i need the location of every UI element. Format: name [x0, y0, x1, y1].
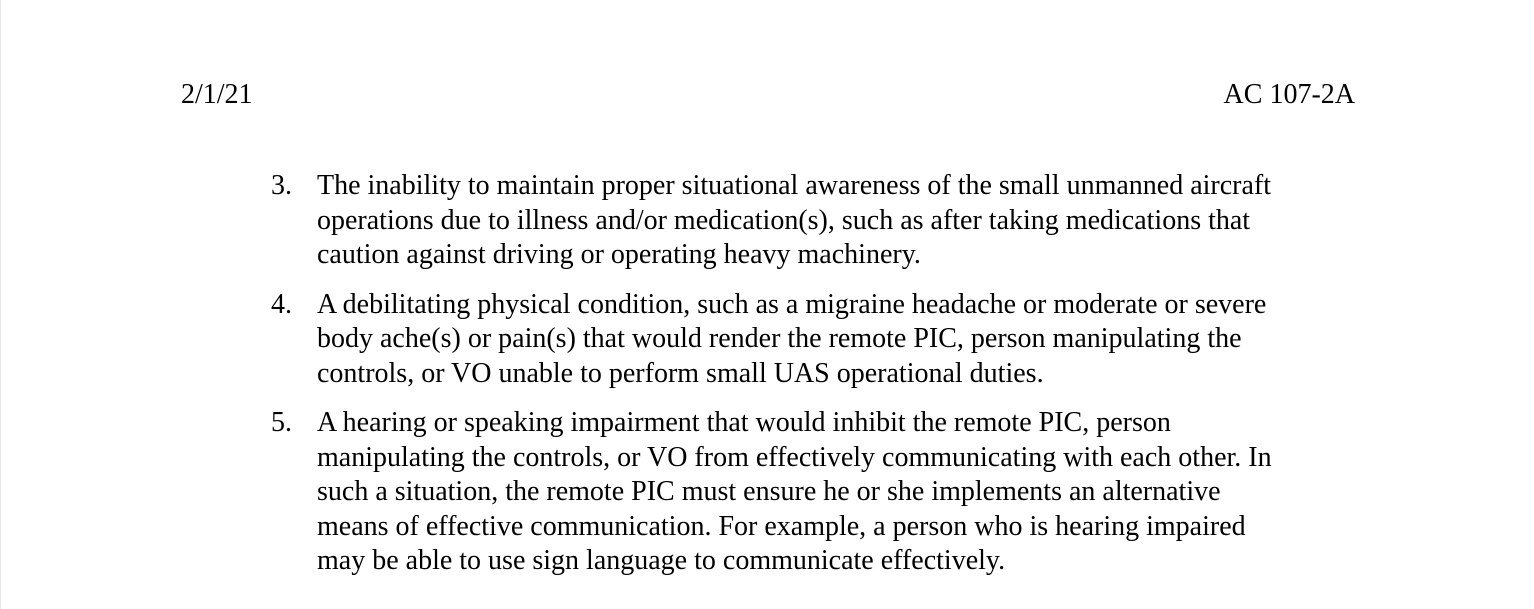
- text-line: controls, or VO unable to perform small UAS operational duties.: [317, 357, 1044, 389]
- text-line: manipulating the controls, or VO from effectively communicating with each other. In: [317, 441, 1272, 473]
- text-line: A hearing or speaking impairment that would inhibit the remote PIC, person: [317, 407, 1171, 438]
- list-item-text: [317, 288, 1361, 392]
- numbered-list: [271, 169, 1361, 594]
- list-item-text: [317, 406, 1361, 579]
- header-document-id: AC 107-2A: [1223, 79, 1355, 110]
- text-line: may be able to use sign language to communicate effectively.: [317, 545, 1006, 576]
- list-item-number: 4.: [271, 288, 292, 320]
- text-line: The inability to maintain proper situational awareness of the small unmanned aircraft: [317, 170, 1272, 201]
- text-line: operations due to illness and/or medication(s), such as after taking medications that: [317, 204, 1251, 236]
- list-item-number: 3.: [271, 170, 292, 201]
- list-item: [271, 288, 1361, 392]
- list-item: [271, 406, 1361, 579]
- text-line: body ache(s) or pain(s) that would render the remote PIC, person manipulating the: [317, 323, 1242, 354]
- list-item-number: 5.: [271, 407, 292, 438]
- list-item-text: [317, 169, 1361, 273]
- text-line: caution against driving or operating heavy machinery.: [317, 239, 921, 270]
- text-line: means of effective communication. For example, a person who is hearing impaired: [317, 510, 1246, 542]
- header-date: 2/1/21: [181, 79, 253, 110]
- text-line: A debilitating physical condition, such as a migraine headache or moderate or severe: [317, 288, 1267, 320]
- text-line: such a situation, the remote PIC must ensure he or she implements an alternative: [317, 476, 1221, 507]
- list-item: [271, 169, 1361, 273]
